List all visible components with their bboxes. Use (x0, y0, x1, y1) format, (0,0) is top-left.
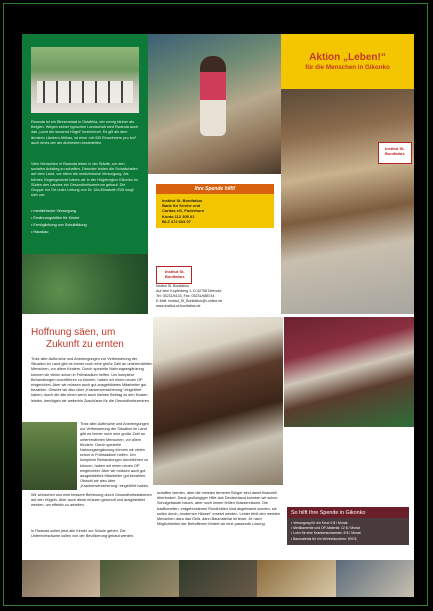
cover-title-line1: Aktion „Leben!“ (309, 52, 386, 63)
website-link[interactable]: www.institut-st-bonifatius.de (156, 304, 201, 308)
address-line: E-Mail: Institut_St_Bonifatius@t-online.de (156, 299, 223, 303)
brochure-sheet (22, 34, 414, 597)
heading-line2: Zukunft zu ernten (46, 339, 124, 350)
list-item: • Baumaterial für ein Wohnhäuschen: 500 $ (291, 537, 405, 542)
donation-details (156, 194, 274, 228)
cover-title-line2: für die Menschen in Gikonko (305, 64, 390, 71)
rwanda-paragraph-2: Viele Menschen in Rwanda leben in der Städte, um den sozialen Aufstieg zu schaffen. Darunter leiden die Schwächsten auf dem Land, vor allem die medizinische Versorgung. Als kleines Gegengewicht haben wir in der Hügelregion Gikonko im Süden des Landes ein Gesundheitszentrum gebaut. Die Gruppe vor Ort unter Leitung von Dr. Uta-Elisabeth Eliß sorgt sich um: (31, 162, 138, 198)
body-text-paragraph-2: Wir wünschen uns eine bessere Betreuung durch Gesundheitsstationen auf den Hügeln. Aber auch diese müssen geschult und ausgestattet werden, um effektiv zu arbeiten. (31, 493, 152, 508)
panel-rwanda-info (22, 34, 148, 314)
donation-line: Konto 112 305 01 (162, 213, 195, 219)
list-item: • medizinische Versorgung (31, 208, 139, 215)
institute-logo (156, 266, 192, 284)
mother-child-photo (284, 317, 414, 427)
photo-strip (22, 560, 414, 597)
group-photo (31, 47, 139, 113)
child-photo (148, 34, 281, 174)
list-item: • Ernährungshilfen für Kinder (31, 215, 139, 222)
rwanda-paragraph-1: Rwanda ist ein Binnenstaat in Ostafrika, der wenig kleiner als Belgien. Wegen seiner typischen Landschaft wird Rwanda auch das „Land der tausend Hügel“ bezeichnet. Es gilt als dem ärmsten Ländern Afrikas, ist einer mit 430 Einwohnern pro km² auch eines der am dichtesten besiedelten. (31, 120, 139, 145)
needs-list (287, 518, 409, 545)
strip-photo (22, 560, 100, 597)
inner-page (22, 317, 414, 597)
strip-photo (179, 560, 257, 597)
worker-photo (22, 422, 77, 490)
list-item: • Medikamente und OP-Material: 12 $ / Monat (291, 526, 405, 531)
strip-photo (257, 560, 335, 597)
address-line: Tel: 05231/6133, Fax: 05231/688744 (156, 294, 215, 298)
panel-donation (148, 34, 281, 314)
donation-line: Institut St. Bonifatius (162, 198, 203, 203)
donation-box (156, 184, 274, 228)
donation-line: Caritas eG, Paderborn (162, 208, 205, 214)
body-text-column-2: schaffen werden, aber die meisten ärmeren Bürger sind damit finanziell überfordert. Dank großzügiger Hilfe aus Deutschland konnten wir schon Schulgebäude bauen, aber noch immer fehlen Klassenräume. Die traditionellen, erdgebundenen Rundhütten sind abgebrannt worden, sie sollen durch „modernen Häuser“ ersetzt werden. Leider fehlt den meisten Menschen dazu das Geld, dann Baumaterial ist teuer. Je nach Möglichkeiten der Betroffenen fördert wir eine passende Lösung. (157, 491, 281, 527)
list-item: • Lohn für eine Krankenschwester: 8 $ / Monat (291, 531, 405, 536)
body-text-paragraph-3: In Rwanda sollen jetzt alle Kinder zur Schule gehen. Die Unterrichtsräume sollen von der Bevölkerung gebaut werden. (31, 529, 135, 539)
donation-line: BLZ 472 603 07 (162, 218, 191, 224)
badge-text: Institut St. Bonifatius (385, 146, 405, 156)
nurses-photo (153, 317, 283, 485)
list-item: • Versorgung für ein Kind: 6 $ / Monat (291, 521, 405, 526)
logo-text: Institut St. Bonifatius (165, 269, 185, 279)
panel-cover (281, 34, 414, 314)
needs-title: So hilft Ihre Spende in Gikonko (287, 507, 409, 519)
address-block (156, 284, 274, 309)
landscape-photo (22, 254, 148, 314)
list-item: • Hauskau (31, 229, 139, 236)
list-item: • Ermöglichung von Schulbildung (31, 222, 139, 229)
strip-photo (336, 560, 414, 597)
body-text-intro: Trotz aller Aufbrüche und Anstrengungen zur Verbesserung der Situation im Land gibt es immer noch eine große Zahl an unterernährten Menschen, vor allem Kindern. Durch spezielle Nahrungsergänzung können wir vielen schon in Frühstadium helfen. Um komplexe Behandlungen durchführen zu können, haben wir einen neuen OP eingerichtet. Aber wir müssen auch gut ausgebildetes Mitarbeiter gut bezahlen. Obwohl wir also über „Krankenversicherung“ eingeführt haben, durch die alle einen wenn auch kleinen Beitrag zu den Kosten leisten, benötigen wir weiterhin Zuschüsse für die Gesundheitszentren. (31, 357, 153, 403)
cover-title (281, 52, 414, 72)
services-list (31, 208, 139, 236)
donation-title: Ihre Spende hilft! (156, 184, 274, 194)
institute-badge (378, 142, 412, 164)
donation-line: Bank für Kirche und (162, 203, 201, 209)
body-text-column: Trotz aller Aufbrüche und Anstrengungen zur Verbesserung der Situation im Land gibt es immer noch eine große Zahl an unterernährten Menschen, vor allem Kindern. Durch spezielle Nahrungsergänzung können wir vielen schon in Frühstadium helfen. Um komplexe Behandlungen durchführen zu können, haben wir einen neuen OP eingerichtet. Aber wir müssen auch gut ausgebildetes Mitarbeiter gut bezahlen. Obwohl wir also über „Krankenversicherung“ eingeführt haben, (80, 422, 150, 489)
address-line: Institut St. Bonifatius (156, 284, 189, 288)
heading-line1: Hoffnung säen, um (31, 327, 116, 338)
address-line: Auf dem Kupferberg 1, D-32758 Detmold (156, 289, 222, 293)
strip-photo (100, 560, 178, 597)
hospital-photo (281, 89, 414, 314)
